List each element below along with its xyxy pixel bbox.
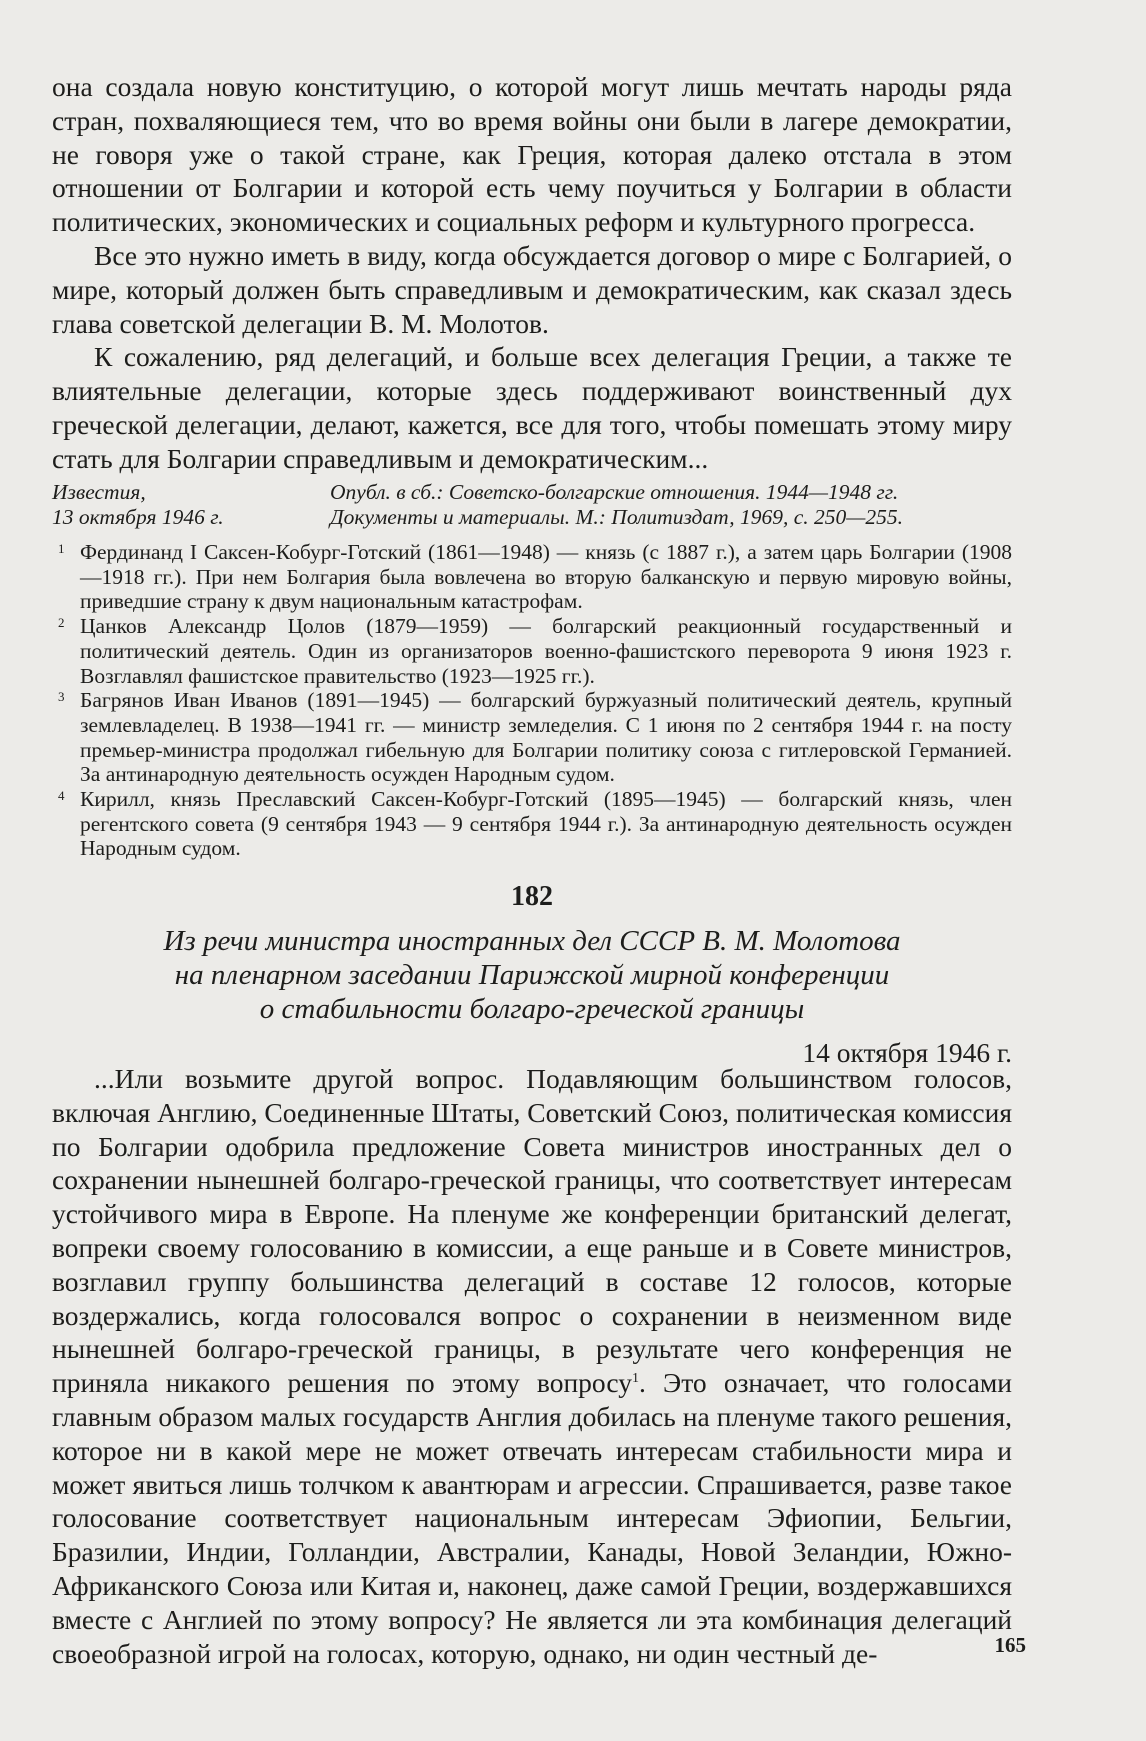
footnotes xyxy=(52,540,1012,861)
source-newspaper: Известия, xyxy=(52,480,146,504)
speech-text-part-2: . Это означает, что голосами главным образом малых государств Англия добилась на пленуме такого решения, которое ни в какой мере не может отвечать интересам стабильности мира и может явиться лишь толчком к авантюрам и агрессии. Спрашивается, разве такое голосование соответствует национальным интересам Эфиопии, Бельгии, Бразилии, Индии, Голландии, Австралии, Канады, Новой Зеландии, Южно-Африканского Союза или Китая и, наконец, даже самой Греции, воздержавшихся вместе с Англией по этому вопросу? Не является ли эта комбинация делегаций своеобразной игрой на голосах, которую, однако, ни один честный де- xyxy=(52,1367,1012,1669)
footnote-number: 3 xyxy=(58,689,65,705)
footnote-text: Кирилл, князь Преславский Саксен-Кобург-Готский (1895—1945) — болгарский князь, член регентского совета (9 сентября 1943 — 9 сентября 1944 г.). За антинародную деятельность осужден Народным судом. xyxy=(80,787,1012,861)
page-number: 165 xyxy=(994,1633,1026,1657)
intro-paragraph-1: она создала новую конституцию, о которой могут лишь мечтать народы ряда стран, похваляющиеся тем, что во время войны они были в лагере демократии, не говоря уже о такой стране, как Греция, которая далеко отстала в этом отношении от Болгарии и которой есть чему поучиться у Болгарии в области политических, экономических и социальных реформ и культурного прогресса. xyxy=(52,71,1012,238)
document-title-line-1: Из речи министра иностранных дел СССР В. М. Молотова xyxy=(163,925,901,957)
intro-text xyxy=(52,70,1012,476)
footnote-text: Фердинанд I Саксен-Кобург-Готский (1861—1948) — князь (с 1887 г.), а затем царь Болгарии (1908—1918 гг.). При нем Болгария была вовлечена во вторую балканскую и первую мировую войны, приведшие страну к двум национальным катастрофам. xyxy=(80,540,1012,614)
source-publication-details: Документы и материалы. М.: Политиздат, 1969, с. 250—255. xyxy=(330,505,904,529)
source-newspaper-date: 13 октября 1946 г. xyxy=(52,505,224,529)
footnote-text: Цанков Александр Цолов (1879—1959) — болгарский реакционный государственный и политический деятель. Один из организаторов военно-фашистского переворота 9 июня 1923 г. Возглавлял фашистское правительство (1923—1925 гг.). xyxy=(80,614,1012,688)
source-publication: Опубл. в сб.: Советско-болгарские отношения. 1944—1948 гг. xyxy=(330,480,899,504)
speech-text xyxy=(52,1062,1012,1670)
footnote-text: Багрянов Иван Иванов (1891—1945) — болгарский буржуазный политический деятель, крупный землевладелец. В 1938—1941 гг. — министр земледелия. С 1 июня по 2 сентября 1944 г. на посту премьер-министра продолжал гибельную для Болгарии политику союза с гитлеровской Германией. За антинародную деятельность осужден Народным судом. xyxy=(80,688,1012,787)
source-citation xyxy=(52,480,1012,530)
document-date: 14 октября 1946 г. xyxy=(802,1037,1012,1068)
footnote-number: 2 xyxy=(58,615,65,631)
footnote-2 xyxy=(52,614,1012,688)
document-title-line-3: о стабильности болгаро-греческой границы xyxy=(259,993,805,1025)
document-title-line-2: на пленарном заседании Парижской мирной конференции xyxy=(174,959,890,991)
footnote-number: 4 xyxy=(58,788,65,804)
document-header xyxy=(52,880,1012,1070)
document-title xyxy=(52,924,1012,1026)
speech-text-part-1: ...Или возьмите другой вопрос. Подавляющим большинством голосов, включая Англию, Соединенные Штаты, Советский Союз, политическая комиссия по Болгарии одобрила предложение Совета министров иностранных дел о сохранении нынешней болгаро-греческой границы, что соответствует интересам устойчивого мира в Европе. На пленуме же конференции британский делегат, вопреки своему голосованию в комиссии, а еще раньше и в Совете министров, возглавил группу большинства делегаций в составе 12 голосов, которые воздержались, когда голосовался вопрос о сохранении в неизменном виде нынешней болгаро-греческой границы, в результате чего конференция не приняла никакого решения по этому вопросу xyxy=(52,1063,1012,1399)
footnote-3 xyxy=(52,688,1012,787)
intro-paragraph-2: Все это нужно иметь в виду, когда обсуждается договор о мире с Болгарией, о мире, который должен быть справедливым и демократическим, как сказал здесь глава советской делегации В. М. Молотов. xyxy=(52,239,1012,339)
footnote-4 xyxy=(52,787,1012,861)
intro-paragraph-3: К сожалению, ряд делегаций, и больше всех делегация Греции, а также те влиятельные делегации, которые здесь поддерживают воинственный дух греческой делегации, делают, кажется, все для того, чтобы помешать этому миру стать для Болгарии справедливым и демократическим... xyxy=(52,341,1012,474)
footnote-1 xyxy=(52,540,1012,614)
footnote-number: 1 xyxy=(58,541,65,556)
document-number: 182 xyxy=(511,881,553,912)
speech-paragraph xyxy=(52,1062,1012,1670)
footnote-reference: 1 xyxy=(631,1371,639,1387)
